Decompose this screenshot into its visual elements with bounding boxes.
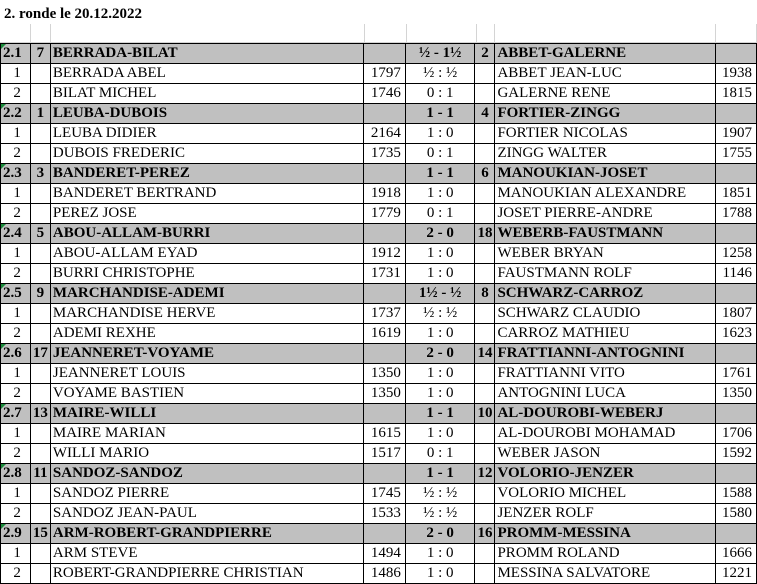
team2-number[interactable]: 18 [475, 224, 495, 244]
match-position[interactable]: 2.3 [1, 164, 31, 184]
board-result[interactable]: 1 : 0 [405, 324, 475, 344]
player1-elo[interactable]: 1745 [363, 484, 405, 504]
match-row [1, 104, 757, 124]
player1-name[interactable]: LEUBA DIDIER [50, 124, 363, 144]
match-score[interactable]: ½ - 1½ [405, 44, 475, 64]
blank-cell[interactable] [475, 384, 495, 404]
player2-name[interactable]: ABBET JEAN-LUC [495, 64, 716, 84]
team1-number[interactable]: 7 [30, 44, 50, 64]
board-number[interactable]: 1 [1, 184, 31, 204]
player1-name[interactable]: SANDOZ PIERRE [50, 484, 363, 504]
player1-name[interactable]: ARM STEVE [50, 544, 363, 564]
board-number[interactable]: 2 [1, 384, 31, 404]
board-number[interactable]: 1 [1, 304, 31, 324]
player1-elo[interactable]: 1494 [363, 544, 405, 564]
team2-name[interactable]: WEBERB-FAUSTMANN [495, 224, 716, 244]
board-row [1, 444, 757, 464]
team1-number[interactable]: 5 [30, 224, 50, 244]
team2-name[interactable]: FRATTIANNI-ANTOGNINI [495, 344, 716, 364]
player1-name[interactable]: ABOU-ALLAM EYAD [50, 244, 363, 264]
blank-cell[interactable] [716, 524, 757, 544]
blank-cell[interactable] [716, 224, 757, 244]
match-position[interactable]: 2.1 [1, 44, 31, 64]
board-number[interactable]: 2 [1, 324, 31, 344]
board-row [1, 384, 757, 404]
match-position[interactable]: 2.8 [1, 464, 31, 484]
match-row [1, 524, 757, 544]
board-number[interactable]: 1 [1, 544, 31, 564]
blank-cell[interactable] [363, 404, 405, 424]
team1-name[interactable]: ABOU-ALLAM-BURRI [50, 224, 363, 244]
player1-elo[interactable]: 1731 [363, 264, 405, 284]
player2-name[interactable]: GALERNE RENE [495, 84, 716, 104]
player1-elo[interactable]: 1912 [363, 244, 405, 264]
pairings-table [0, 43, 757, 584]
blank-cell[interactable] [475, 84, 495, 104]
player2-elo[interactable]: 1851 [716, 184, 757, 204]
blank-cell[interactable] [475, 64, 495, 84]
player2-name[interactable]: JENZER ROLF [495, 504, 716, 524]
player2-name[interactable]: PROMM ROLAND [495, 544, 716, 564]
board-result[interactable]: 1 : 0 [405, 364, 475, 384]
blank-cell[interactable] [716, 404, 757, 424]
player2-name[interactable]: SCHWARZ CLAUDIO [495, 304, 716, 324]
player1-name[interactable]: SANDOZ JEAN-PAUL [50, 504, 363, 524]
team1-name[interactable]: BANDERET-PEREZ [50, 164, 363, 184]
blank-cell[interactable] [30, 64, 50, 84]
blank-cell[interactable] [30, 364, 50, 384]
board-number[interactable]: 2 [1, 504, 31, 524]
blank-cell[interactable] [363, 524, 405, 544]
match-row [1, 404, 757, 424]
blank-cell[interactable] [716, 284, 757, 304]
player1-name[interactable]: JEANNERET LOUIS [50, 364, 363, 384]
board-row [1, 84, 757, 104]
board-number[interactable]: 2 [1, 144, 31, 164]
player2-name[interactable]: MANOUKIAN ALEXANDRE [495, 184, 716, 204]
blank-cell[interactable] [475, 144, 495, 164]
team1-name[interactable]: ARM-ROBERT-GRANDPIERRE [50, 524, 363, 544]
blank-cell[interactable] [30, 184, 50, 204]
team1-number[interactable]: 13 [30, 404, 50, 424]
player1-name[interactable]: VOYAME BASTIEN [50, 384, 363, 404]
player2-name[interactable]: ZINGG WALTER [495, 144, 716, 164]
blank-cell[interactable] [30, 264, 50, 284]
match-score[interactable]: 2 - 0 [405, 524, 475, 544]
player2-elo[interactable]: 1807 [716, 304, 757, 324]
board-result[interactable]: ½ : ½ [405, 64, 475, 84]
team2-number[interactable]: 14 [475, 344, 495, 364]
team2-name[interactable]: VOLORIO-JENZER [495, 464, 716, 484]
board-result[interactable]: 0 : 1 [405, 84, 475, 104]
board-row [1, 64, 757, 84]
board-row [1, 184, 757, 204]
player2-name[interactable]: MESSINA SALVATORE [495, 564, 716, 584]
player2-elo[interactable]: 1146 [716, 264, 757, 284]
board-row [1, 304, 757, 324]
player1-elo[interactable]: 2164 [363, 124, 405, 144]
board-row [1, 364, 757, 384]
board-result[interactable]: 1 : 0 [405, 184, 475, 204]
board-row [1, 544, 757, 564]
player2-elo[interactable]: 1580 [716, 504, 757, 524]
blank-cell[interactable] [475, 484, 495, 504]
blank-cell[interactable] [363, 464, 405, 484]
blank-cell[interactable] [475, 204, 495, 224]
match-position[interactable]: 2.4 [1, 224, 31, 244]
board-row [1, 264, 757, 284]
board-row [1, 204, 757, 224]
player1-elo[interactable]: 1735 [363, 144, 405, 164]
player2-name[interactable]: VOLORIO MICHEL [495, 484, 716, 504]
team1-name[interactable]: SANDOZ-SANDOZ [50, 464, 363, 484]
player2-elo[interactable]: 1592 [716, 444, 757, 464]
player1-name[interactable]: ADEMI REXHE [50, 324, 363, 344]
empty-row[interactable] [0, 24, 757, 43]
player1-elo[interactable]: 1746 [363, 84, 405, 104]
player1-name[interactable]: PEREZ JOSE [50, 204, 363, 224]
team2-number[interactable]: 16 [475, 524, 495, 544]
blank-cell[interactable] [475, 444, 495, 464]
board-number[interactable]: 1 [1, 64, 31, 84]
board-number[interactable]: 2 [1, 564, 31, 584]
player1-name[interactable]: BERRADA ABEL [50, 64, 363, 84]
match-row [1, 44, 757, 64]
player2-elo[interactable]: 1938 [716, 64, 757, 84]
team2-name[interactable]: ABBET-GALERNE [495, 44, 716, 64]
team2-number[interactable]: 2 [475, 44, 495, 64]
player2-elo[interactable]: 1623 [716, 324, 757, 344]
match-row [1, 224, 757, 244]
player2-name[interactable]: WEBER JASON [495, 444, 716, 464]
player2-name[interactable]: JOSET PIERRE-ANDRE [495, 204, 716, 224]
board-number[interactable]: 1 [1, 484, 31, 504]
blank-cell[interactable] [475, 504, 495, 524]
blank-cell[interactable] [363, 224, 405, 244]
player2-elo[interactable]: 1350 [716, 384, 757, 404]
player1-elo[interactable]: 1918 [363, 184, 405, 204]
blank-cell[interactable] [716, 44, 757, 64]
match-score[interactable]: 1 - 1 [405, 404, 475, 424]
blank-cell[interactable] [30, 244, 50, 264]
player2-name[interactable]: CARROZ MATHIEU [495, 324, 716, 344]
board-result[interactable]: 1 : 0 [405, 244, 475, 264]
board-result[interactable]: ½ : ½ [405, 504, 475, 524]
blank-cell[interactable] [30, 304, 50, 324]
player2-name[interactable]: FRATTIANNI VITO [495, 364, 716, 384]
team1-name[interactable]: MARCHANDISE-ADEMI [50, 284, 363, 304]
blank-cell[interactable] [363, 44, 405, 64]
match-row [1, 284, 757, 304]
blank-cell[interactable] [475, 264, 495, 284]
board-number[interactable]: 1 [1, 424, 31, 444]
player2-elo[interactable]: 1588 [716, 484, 757, 504]
team2-name[interactable]: PROMM-MESSINA [495, 524, 716, 544]
team2-number[interactable]: 8 [475, 284, 495, 304]
blank-cell[interactable] [363, 344, 405, 364]
board-row [1, 424, 757, 444]
match-position[interactable]: 2.7 [1, 404, 31, 424]
match-score[interactable]: 1 - 1 [405, 164, 475, 184]
player1-name[interactable]: WILLI MARIO [50, 444, 363, 464]
board-result[interactable]: 0 : 1 [405, 444, 475, 464]
blank-cell[interactable] [475, 564, 495, 584]
team2-name[interactable]: FORTIER-ZINGG [495, 104, 716, 124]
team1-name[interactable]: MAIRE-WILLI [50, 404, 363, 424]
blank-cell[interactable] [363, 104, 405, 124]
team1-number[interactable]: 15 [30, 524, 50, 544]
board-number[interactable]: 1 [1, 364, 31, 384]
player1-name[interactable]: BURRI CHRISTOPHE [50, 264, 363, 284]
match-row [1, 164, 757, 184]
player1-name[interactable]: ROBERT-GRANDPIERRE CHRISTIAN [50, 564, 363, 584]
team2-number[interactable]: 12 [475, 464, 495, 484]
match-score[interactable]: 2 - 0 [405, 224, 475, 244]
board-row [1, 484, 757, 504]
board-number[interactable]: 1 [1, 124, 31, 144]
blank-cell[interactable] [30, 444, 50, 464]
team2-number[interactable]: 10 [475, 404, 495, 424]
team1-number[interactable]: 9 [30, 284, 50, 304]
board-result[interactable]: 0 : 1 [405, 204, 475, 224]
blank-cell[interactable] [30, 564, 50, 584]
player1-name[interactable]: MAIRE MARIAN [50, 424, 363, 444]
team2-name[interactable]: SCHWARZ-CARROZ [495, 284, 716, 304]
blank-cell[interactable] [475, 124, 495, 144]
team1-name[interactable]: BERRADA-BILAT [50, 44, 363, 64]
blank-cell[interactable] [475, 324, 495, 344]
board-row [1, 564, 757, 584]
board-result[interactable]: ½ : ½ [405, 484, 475, 504]
board-result[interactable]: 1 : 0 [405, 124, 475, 144]
board-result[interactable]: 1 : 0 [405, 264, 475, 284]
match-position[interactable]: 2.5 [1, 284, 31, 304]
player1-elo[interactable]: 1615 [363, 424, 405, 444]
match-score[interactable]: 1 - 1 [405, 464, 475, 484]
blank-cell[interactable] [30, 384, 50, 404]
blank-cell[interactable] [30, 84, 50, 104]
blank-cell[interactable] [30, 424, 50, 444]
blank-cell[interactable] [363, 164, 405, 184]
match-row [1, 344, 757, 364]
player1-elo[interactable]: 1797 [363, 64, 405, 84]
board-number[interactable]: 1 [1, 244, 31, 264]
blank-cell[interactable] [475, 424, 495, 444]
player2-name[interactable]: FORTIER NICOLAS [495, 124, 716, 144]
blank-cell[interactable] [475, 544, 495, 564]
board-result[interactable]: 1 : 0 [405, 564, 475, 584]
match-position[interactable]: 2.6 [1, 344, 31, 364]
blank-cell[interactable] [475, 244, 495, 264]
blank-cell[interactable] [716, 104, 757, 124]
team1-name[interactable]: LEUBA-DUBOIS [50, 104, 363, 124]
board-row [1, 244, 757, 264]
match-row [1, 464, 757, 484]
round-title[interactable]: 2. ronde le 20.12.2022 [4, 6, 143, 22]
player2-elo[interactable]: 1815 [716, 84, 757, 104]
player1-name[interactable]: DUBOIS FREDERIC [50, 144, 363, 164]
blank-cell[interactable] [716, 164, 757, 184]
player1-name[interactable]: BANDERET BERTRAND [50, 184, 363, 204]
board-result[interactable]: 1 : 0 [405, 424, 475, 444]
player1-elo[interactable]: 1350 [363, 384, 405, 404]
board-result[interactable]: 1 : 0 [405, 384, 475, 404]
player1-name[interactable]: MARCHANDISE HERVE [50, 304, 363, 324]
player2-elo[interactable]: 1755 [716, 144, 757, 164]
board-row [1, 324, 757, 344]
team2-name[interactable]: AL-DOUROBI-WEBERJ [495, 404, 716, 424]
player2-elo[interactable]: 1706 [716, 424, 757, 444]
blank-cell[interactable] [30, 484, 50, 504]
team2-number[interactable]: 4 [475, 104, 495, 124]
team1-number[interactable]: 17 [30, 344, 50, 364]
board-row [1, 124, 757, 144]
board-result[interactable]: ½ : ½ [405, 304, 475, 324]
player1-elo[interactable]: 1619 [363, 324, 405, 344]
team1-number[interactable]: 11 [30, 464, 50, 484]
match-position[interactable]: 2.9 [1, 524, 31, 544]
player2-elo[interactable]: 1788 [716, 204, 757, 224]
player1-elo[interactable]: 1533 [363, 504, 405, 524]
blank-cell[interactable] [475, 304, 495, 324]
blank-cell[interactable] [30, 324, 50, 344]
board-number[interactable]: 2 [1, 84, 31, 104]
team2-name[interactable]: MANOUKIAN-JOSET [495, 164, 716, 184]
player2-elo[interactable]: 1221 [716, 564, 757, 584]
player1-elo[interactable]: 1779 [363, 204, 405, 224]
player2-elo[interactable]: 1907 [716, 124, 757, 144]
match-score[interactable]: 1½ - ½ [405, 284, 475, 304]
match-score[interactable]: 2 - 0 [405, 344, 475, 364]
team1-name[interactable]: JEANNERET-VOYAME [50, 344, 363, 364]
blank-cell[interactable] [363, 284, 405, 304]
blank-cell[interactable] [30, 544, 50, 564]
board-result[interactable]: 1 : 0 [405, 544, 475, 564]
blank-cell[interactable] [30, 504, 50, 524]
player2-name[interactable]: ANTOGNINI LUCA [495, 384, 716, 404]
board-row [1, 144, 757, 164]
blank-cell[interactable] [30, 144, 50, 164]
player1-elo[interactable]: 1517 [363, 444, 405, 464]
player1-elo[interactable]: 1737 [363, 304, 405, 324]
blank-cell[interactable] [716, 464, 757, 484]
player2-elo[interactable]: 1666 [716, 544, 757, 564]
player2-name[interactable]: FAUSTMANN ROLF [495, 264, 716, 284]
blank-cell[interactable] [30, 124, 50, 144]
match-score[interactable]: 1 - 1 [405, 104, 475, 124]
blank-cell[interactable] [475, 364, 495, 384]
board-row [1, 504, 757, 524]
player2-elo[interactable]: 1258 [716, 244, 757, 264]
team1-number[interactable]: 1 [30, 104, 50, 124]
match-position[interactable]: 2.2 [1, 104, 31, 124]
player2-name[interactable]: AL-DOUROBI MOHAMAD [495, 424, 716, 444]
player2-name[interactable]: WEBER BRYAN [495, 244, 716, 264]
board-number[interactable]: 2 [1, 264, 31, 284]
blank-cell[interactable] [716, 344, 757, 364]
blank-cell[interactable] [475, 184, 495, 204]
blank-cell[interactable] [30, 204, 50, 224]
player1-elo[interactable]: 1350 [363, 364, 405, 384]
team2-number[interactable]: 6 [475, 164, 495, 184]
board-number[interactable]: 2 [1, 204, 31, 224]
player2-elo[interactable]: 1761 [716, 364, 757, 384]
board-number[interactable]: 2 [1, 444, 31, 464]
player1-name[interactable]: BILAT MICHEL [50, 84, 363, 104]
team1-number[interactable]: 3 [30, 164, 50, 184]
player1-elo[interactable]: 1486 [363, 564, 405, 584]
board-result[interactable]: 0 : 1 [405, 144, 475, 164]
